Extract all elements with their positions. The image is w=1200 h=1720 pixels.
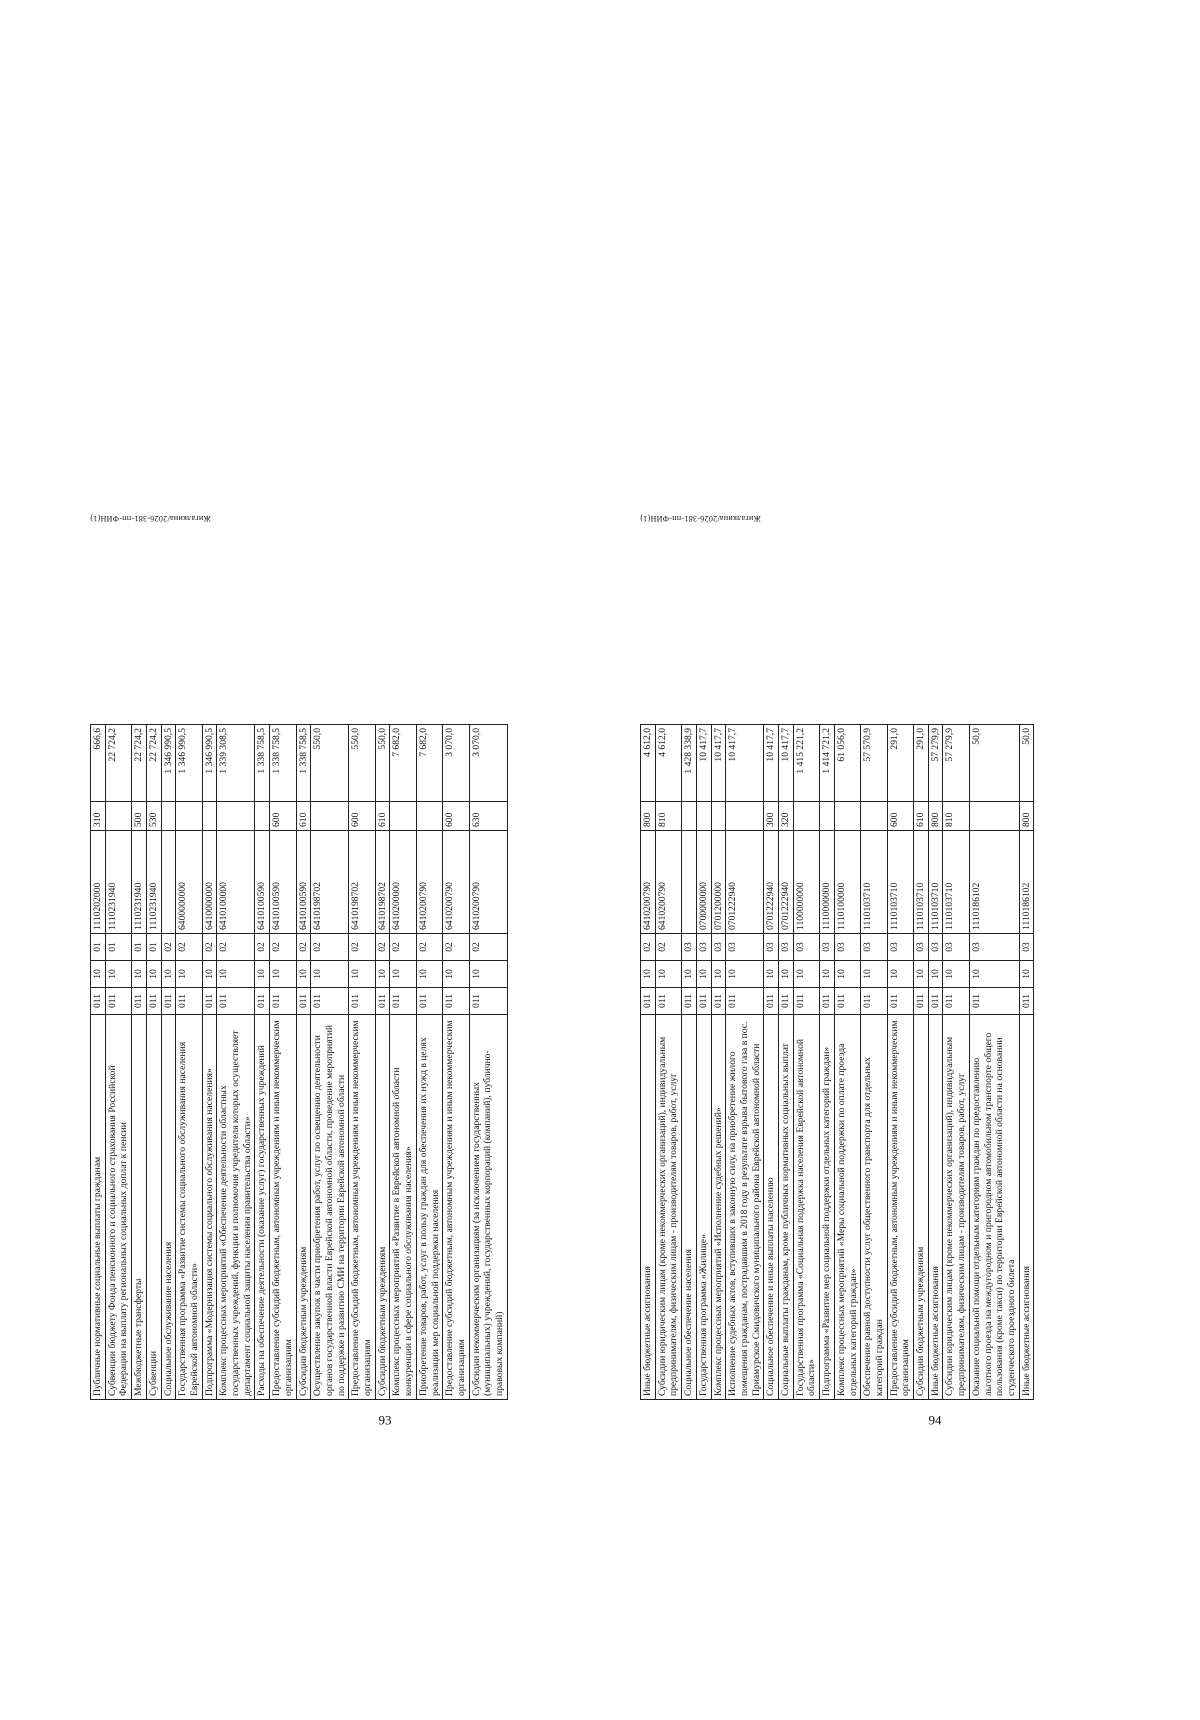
- expense-type: 300: [764, 802, 779, 831]
- expense-type: [217, 802, 255, 831]
- table-row: [969, 725, 1019, 1400]
- expense-type: [834, 802, 860, 831]
- subsection-code: 01: [132, 934, 147, 961]
- section-code: 10: [928, 961, 943, 988]
- item-name: Осуществление закупок в части приобретения работ, услуг по освещению деятельности органов государственной власти Еврейской автономной области, проведение мероприятий по поддержке и развитию СМИ на территории Еврейской автономной области: [311, 1015, 349, 1400]
- target-article: 1110103710: [887, 831, 913, 934]
- subsection-code: 02: [270, 934, 296, 961]
- subsection-code: 02: [390, 934, 416, 961]
- item-name: Предоставление субсидий бюджетным, автономным учреждениям и иным некоммерческим организациям: [887, 1015, 913, 1400]
- expense-type: [861, 802, 887, 831]
- item-name: Комплекс процессных мероприятий «Развитие в Еврейской автономной области конкуренции в сфере социального обслуживания населения»: [390, 1015, 416, 1400]
- ministry-code: 011: [887, 988, 913, 1015]
- ministry-code: 011: [682, 988, 697, 1015]
- subsection-code: 01: [91, 934, 106, 961]
- section-code: 10: [146, 961, 161, 988]
- item-name: Субсидии бюджетным учреждениям: [914, 1015, 929, 1400]
- expense-type: [311, 802, 349, 831]
- page-number: 93: [378, 1413, 392, 1428]
- subsection-code: 03: [682, 934, 697, 961]
- expense-type: 310: [91, 802, 106, 831]
- ministry-code: 011: [928, 988, 943, 1015]
- section-code: 10: [764, 961, 779, 988]
- subsection-code: 02: [255, 934, 270, 961]
- amount: 57 279,9: [928, 725, 943, 802]
- table-row: [641, 725, 656, 1400]
- target-article: 0701222940: [764, 831, 779, 934]
- item-name: Иные бюджетные ассигнования: [641, 1015, 656, 1400]
- table-row: [943, 725, 969, 1400]
- amount: 3 070,0: [443, 725, 469, 802]
- target-article: 6410200790: [443, 831, 469, 934]
- item-name: Расходы на обеспечение деятельности (оказание услуг) государственных учреждений: [255, 1015, 270, 1400]
- subsection-code: 02: [416, 934, 442, 961]
- item-name: Социальное обеспечение населения: [682, 1015, 697, 1400]
- section-code: 10: [390, 961, 416, 988]
- expense-type: 610: [375, 802, 390, 831]
- table-row: [217, 725, 255, 1400]
- section-code: 10: [887, 961, 913, 988]
- expense-type: [793, 802, 819, 831]
- section-code: 10: [711, 961, 726, 988]
- target-article: 1110103710: [943, 831, 969, 934]
- expense-type: [105, 802, 131, 831]
- section-code: 10: [296, 961, 311, 988]
- expense-type: 800: [928, 802, 943, 831]
- subsection-code: 01: [146, 934, 161, 961]
- table-row: [834, 725, 860, 1400]
- amount: 1 346 990,5: [176, 725, 202, 802]
- table-row: [682, 725, 697, 1400]
- section-code: 10: [861, 961, 887, 988]
- table-row: [91, 725, 106, 1400]
- table-row: [793, 725, 819, 1400]
- subsection-code: 03: [914, 934, 929, 961]
- table-row: [887, 725, 913, 1400]
- ministry-code: 011: [861, 988, 887, 1015]
- section-code: 10: [696, 961, 711, 988]
- section-code: 10: [914, 961, 929, 988]
- target-article: 6410200790: [641, 831, 656, 934]
- ministry-code: 011: [202, 988, 217, 1015]
- ministry-code: 011: [270, 988, 296, 1015]
- item-name: Иные бюджетные ассигнования: [928, 1015, 943, 1400]
- subsection-code: 03: [928, 934, 943, 961]
- target-article: 1110186102: [1019, 831, 1034, 934]
- item-name: Государственная программа «Социальная поддержка населения Еврейской автономной области»: [793, 1015, 819, 1400]
- expense-type: 530: [146, 802, 161, 831]
- section-code: 10: [793, 961, 819, 988]
- amount: 10 417,7: [696, 725, 711, 802]
- section-code: 10: [641, 961, 656, 988]
- item-name: Субсидии юридическим лицам (кроме некоммерческих организаций), индивидуальным предпринимателям, физическим лицам - производителям товаров, работ, услуг: [655, 1015, 681, 1400]
- amount: 61 056,0: [834, 725, 860, 802]
- target-article: 1110202000: [91, 831, 106, 934]
- amount: 550,0: [375, 725, 390, 802]
- target-article: 1110231940: [146, 831, 161, 934]
- section-code: 10: [469, 961, 507, 988]
- section-code: 10: [270, 961, 296, 988]
- subsection-code: 03: [969, 934, 1019, 961]
- ministry-code: 011: [726, 988, 764, 1015]
- expense-type: [202, 802, 217, 831]
- page-footer: Жигалкина/2026-381-пп-ФИН(1): [640, 514, 761, 524]
- expense-type: [682, 802, 697, 831]
- amount: 22 724,2: [132, 725, 147, 802]
- item-name: Государственная программа «Жилище»: [696, 1015, 711, 1400]
- amount: 57 570,9: [861, 725, 887, 802]
- subsection-code: 02: [311, 934, 349, 961]
- ministry-code: 011: [217, 988, 255, 1015]
- subsection-code: 03: [887, 934, 913, 961]
- subsection-code: 03: [726, 934, 764, 961]
- amount: 550,0: [311, 725, 349, 802]
- expense-type: 500: [132, 802, 147, 831]
- table-row: [469, 725, 507, 1400]
- subsection-code: 02: [443, 934, 469, 961]
- expense-type: [161, 802, 176, 831]
- section-code: 10: [682, 961, 697, 988]
- target-article: 1110103710: [914, 831, 929, 934]
- subsection-code: 03: [764, 934, 779, 961]
- target-article: 0701222940: [726, 831, 764, 934]
- item-name: Социальное обслуживание населения: [161, 1015, 176, 1400]
- subsection-code: 01: [105, 934, 131, 961]
- amount: 7 682,0: [416, 725, 442, 802]
- amount: 291,0: [914, 725, 929, 802]
- expense-type: 610: [296, 802, 311, 831]
- ministry-code: 011: [375, 988, 390, 1015]
- amount: 1 415 221,2: [793, 725, 819, 802]
- amount: 7 682,0: [390, 725, 416, 802]
- target-article: [161, 831, 176, 934]
- section-code: 10: [834, 961, 860, 988]
- table-row: [146, 725, 161, 1400]
- amount: 57 279,9: [943, 725, 969, 802]
- subsection-code: 03: [943, 934, 969, 961]
- table-row: [711, 725, 726, 1400]
- target-article: 1110000000: [820, 831, 835, 934]
- amount: 50,0: [969, 725, 1019, 802]
- amount: 1 338 758,5: [270, 725, 296, 802]
- ministry-code: 011: [255, 988, 270, 1015]
- amount: 1 339 308,5: [217, 725, 255, 802]
- subsection-code: 02: [296, 934, 311, 961]
- ministry-code: 011: [914, 988, 929, 1015]
- table-row: [655, 725, 681, 1400]
- ministry-code: 011: [146, 988, 161, 1015]
- subsection-code: 02: [375, 934, 390, 961]
- amount: 10 417,7: [726, 725, 764, 802]
- target-article: 1110103710: [861, 831, 887, 934]
- subsection-code: 03: [861, 934, 887, 961]
- table-row: [375, 725, 390, 1400]
- table-row: [861, 725, 887, 1400]
- ministry-code: 011: [132, 988, 147, 1015]
- target-article: 1110231940: [105, 831, 131, 934]
- table-row: [764, 725, 779, 1400]
- amount: 291,0: [887, 725, 913, 802]
- item-name: Субсидии бюджетным учреждениям: [375, 1015, 390, 1400]
- subsection-code: 03: [820, 934, 835, 961]
- table-row: [779, 725, 794, 1400]
- expense-type: 600: [443, 802, 469, 831]
- item-name: Социальные выплаты гражданам, кроме публичных нормативных социальных выплат: [779, 1015, 794, 1400]
- table-row: [928, 725, 943, 1400]
- target-article: 1100000000: [793, 831, 819, 934]
- target-article: 1110186102: [969, 831, 1019, 934]
- target-article: 6410200790: [655, 831, 681, 934]
- expense-type: 810: [943, 802, 969, 831]
- expense-type: [820, 802, 835, 831]
- amount: 1 428 338,9: [682, 725, 697, 802]
- item-name: Предоставление субсидий бюджетным, автономным учреждениям и иным некоммерческим организациям: [443, 1015, 469, 1400]
- target-article: 0700000000: [696, 831, 711, 934]
- expense-type: 630: [469, 802, 507, 831]
- target-article: 6410100590: [270, 831, 296, 934]
- expense-type: [711, 802, 726, 831]
- item-name: Исполнение судебных актов, вступивших в законную силу, на приобретение жилого помещения гражданам, пострадавшим в 2018 году в результате взрыва бытового газа в пос. Приамурское Смидовичского муниципального района Еврейской автономной области: [726, 1015, 764, 1400]
- expense-type: 600: [349, 802, 375, 831]
- ministry-code: 011: [105, 988, 131, 1015]
- item-name: Государственная программа «Развитие системы социального обслуживания населения Еврейской автономной области»: [176, 1015, 202, 1400]
- ministry-code: 011: [311, 988, 349, 1015]
- amount: 1 414 721,2: [820, 725, 835, 802]
- amount: 10 417,7: [711, 725, 726, 802]
- item-name: Комплекс процессных мероприятий «Исполнение судебных решений»: [711, 1015, 726, 1400]
- item-name: Публичные нормативные социальные выплаты гражданам: [91, 1015, 106, 1400]
- amount: 1 346 990,5: [161, 725, 176, 802]
- table-row: [1019, 725, 1034, 1400]
- section-code: 10: [969, 961, 1019, 988]
- ministry-code: 011: [416, 988, 442, 1015]
- ministry-code: 011: [161, 988, 176, 1015]
- ministry-code: 011: [296, 988, 311, 1015]
- target-article: 1110100000: [834, 831, 860, 934]
- target-article: 6410100590: [255, 831, 270, 934]
- ministry-code: 011: [443, 988, 469, 1015]
- item-name: Субсидии некоммерческим организациям (за исключением государственных (муниципальных) учреждений, государственных корпораций (компаний), публично-правовых компаний): [469, 1015, 507, 1400]
- table-row: [390, 725, 416, 1400]
- expense-type: [255, 802, 270, 831]
- target-article: 6410200790: [416, 831, 442, 934]
- subsection-code: 02: [469, 934, 507, 961]
- target-article: 6410200000: [390, 831, 416, 934]
- item-name: Комплекс процессных мероприятий «Обеспечение деятельности областных государственных учреждений, функции и полномочия учредителя которых осуществляет департамент социальной защиты населения правительства области»: [217, 1015, 255, 1400]
- item-name: Субвенции: [146, 1015, 161, 1400]
- ministry-code: 011: [390, 988, 416, 1015]
- item-name: Иные бюджетные ассигнования: [1019, 1015, 1034, 1400]
- ministry-code: 011: [834, 988, 860, 1015]
- amount: 1 338 758,5: [296, 725, 311, 802]
- section-code: 10: [943, 961, 969, 988]
- subsection-code: 02: [217, 934, 255, 961]
- amount: 4 612,0: [655, 725, 681, 802]
- amount: 50,0: [1019, 725, 1034, 802]
- section-code: 10: [416, 961, 442, 988]
- amount: 22 724,2: [105, 725, 131, 802]
- target-article: 6410198702: [349, 831, 375, 934]
- table-row: [132, 725, 147, 1400]
- ministry-code: 011: [764, 988, 779, 1015]
- ministry-code: 011: [793, 988, 819, 1015]
- subsection-code: 02: [202, 934, 217, 961]
- subsection-code: 02: [641, 934, 656, 961]
- section-code: 10: [375, 961, 390, 988]
- target-article: 0701200000: [711, 831, 726, 934]
- expense-type: [969, 802, 1019, 831]
- target-article: 1110103710: [928, 831, 943, 934]
- expense-type: 600: [887, 802, 913, 831]
- page-93: [90, 500, 680, 1440]
- expense-type: 600: [270, 802, 296, 831]
- subsection-code: 02: [161, 934, 176, 961]
- section-code: 10: [311, 961, 349, 988]
- expense-type: [390, 802, 416, 831]
- target-article: 6410000000: [202, 831, 217, 934]
- section-code: 10: [202, 961, 217, 988]
- table-row: [202, 725, 217, 1400]
- amount: 3 070,0: [469, 725, 507, 802]
- target-article: 6410100000: [217, 831, 255, 934]
- subsection-code: 03: [779, 934, 794, 961]
- amount: 1 338 758,5: [255, 725, 270, 802]
- item-name: Оказание социальной помощи отдельным категориям граждан по предоставлению льготного проезда на междугородном и пригородном автомобильном транспорте общего пользования (кроме такси) по территории Еврейской автономной области на основании студенческого проездного билета: [969, 1015, 1019, 1400]
- item-name: Субвенции бюджету Фонда пенсионного и социального страхования Российской Федерации на выплату региональных социальных доплат к пенсии: [105, 1015, 131, 1400]
- table-row: [270, 725, 296, 1400]
- amount: 4 612,0: [641, 725, 656, 802]
- page-number: 94: [928, 1413, 942, 1428]
- section-code: 10: [655, 961, 681, 988]
- expense-type: 800: [1019, 802, 1034, 831]
- expense-type: 320: [779, 802, 794, 831]
- expense-type: [726, 802, 764, 831]
- subsection-code: 03: [711, 934, 726, 961]
- target-article: 0701222940: [779, 831, 794, 934]
- target-article: 1110231940: [132, 831, 147, 934]
- subsection-code: 03: [793, 934, 819, 961]
- table-row: [311, 725, 349, 1400]
- section-code: 10: [176, 961, 202, 988]
- target-article: 6410198702: [375, 831, 390, 934]
- subsection-code: 03: [1019, 934, 1034, 961]
- section-code: 10: [91, 961, 106, 988]
- ministry-code: 011: [1019, 988, 1034, 1015]
- expense-type: 800: [641, 802, 656, 831]
- section-code: 10: [217, 961, 255, 988]
- table-row: [161, 725, 176, 1400]
- item-name: Субсидии юридическим лицам (кроме некоммерческих организаций), индивидуальным предпринимателям, физическим лицам - производителям товаров, работ, услуг: [943, 1015, 969, 1400]
- ministry-code: 011: [696, 988, 711, 1015]
- expense-type: [696, 802, 711, 831]
- target-article: 6410200790: [469, 831, 507, 934]
- section-code: 10: [443, 961, 469, 988]
- ministry-code: 011: [655, 988, 681, 1015]
- amount: 666,6: [91, 725, 106, 802]
- table-row: [105, 725, 131, 1400]
- section-code: 10: [105, 961, 131, 988]
- ministry-code: 011: [943, 988, 969, 1015]
- amount: 22 724,2: [146, 725, 161, 802]
- ministry-code: 011: [711, 988, 726, 1015]
- table-row: [176, 725, 202, 1400]
- subsection-code: 03: [834, 934, 860, 961]
- section-code: 10: [161, 961, 176, 988]
- amount: 1 346 990,5: [202, 725, 217, 802]
- section-code: 10: [132, 961, 147, 988]
- ministry-code: 011: [349, 988, 375, 1015]
- target-article: [682, 831, 697, 934]
- table-row: [820, 725, 835, 1400]
- section-code: 10: [779, 961, 794, 988]
- section-code: 10: [1019, 961, 1034, 988]
- expense-type: 610: [914, 802, 929, 831]
- target-article: 6410100590: [296, 831, 311, 934]
- item-name: Субсидии бюджетным учреждениям: [296, 1015, 311, 1400]
- section-code: 10: [349, 961, 375, 988]
- item-name: Социальное обеспечение и иные выплаты населению: [764, 1015, 779, 1400]
- subsection-code: 03: [696, 934, 711, 961]
- target-article: 6410198702: [311, 831, 349, 934]
- section-code: 10: [255, 961, 270, 988]
- subsection-code: 02: [176, 934, 202, 961]
- section-code: 10: [820, 961, 835, 988]
- item-name: Предоставление субсидий бюджетным, автономным учреждениям и иным некоммерческим организациям: [270, 1015, 296, 1400]
- amount: 10 417,7: [764, 725, 779, 802]
- ministry-code: 011: [469, 988, 507, 1015]
- table-row: [914, 725, 929, 1400]
- target-article: 6400000000: [176, 831, 202, 934]
- expense-type: 810: [655, 802, 681, 831]
- item-name: Комплекс процессных мероприятий «Меры социальной поддержки по оплате проезда отдельных категорий граждан»: [834, 1015, 860, 1400]
- amount: 10 417,7: [779, 725, 794, 802]
- item-name: Межбюджетные трансферты: [132, 1015, 147, 1400]
- table-row: [255, 725, 270, 1400]
- table-row: [416, 725, 442, 1400]
- item-name: Обеспечение равной доступности услуг общественного транспорта для отдельных категорий граждан: [861, 1015, 887, 1400]
- ministry-code: 011: [969, 988, 1019, 1015]
- ministry-code: 011: [91, 988, 106, 1015]
- budget-table: [90, 724, 508, 1400]
- subsection-code: 02: [349, 934, 375, 961]
- item-name: Подпрограмма «Модернизация системы социального обслуживания населения»: [202, 1015, 217, 1400]
- ministry-code: 011: [641, 988, 656, 1015]
- item-name: Приобретение товаров, работ, услуг в пользу граждан для обеспечения их нужд в целях реализации мер социальной поддержки населения: [416, 1015, 442, 1400]
- amount: 550,0: [349, 725, 375, 802]
- page-footer: Жигалкина/2026-381-пп-ФИН(1): [90, 514, 211, 524]
- section-code: 10: [726, 961, 764, 988]
- subsection-code: 02: [655, 934, 681, 961]
- table-row: [443, 725, 469, 1400]
- expense-type: [416, 802, 442, 831]
- item-name: Подпрограмма «Развитие мер социальной поддержки отдельных категорий граждан»: [820, 1015, 835, 1400]
- table-row: [349, 725, 375, 1400]
- ministry-code: 011: [779, 988, 794, 1015]
- page-94: [640, 500, 1200, 1440]
- ministry-code: 011: [176, 988, 202, 1015]
- table-row: [726, 725, 764, 1400]
- item-name: Предоставление субсидий бюджетным, автономным учреждениям и иным некоммерческим организациям: [349, 1015, 375, 1400]
- expense-type: [176, 802, 202, 831]
- table-row: [696, 725, 711, 1400]
- budget-table: [640, 724, 1034, 1400]
- ministry-code: 011: [820, 988, 835, 1015]
- table-row: [296, 725, 311, 1400]
